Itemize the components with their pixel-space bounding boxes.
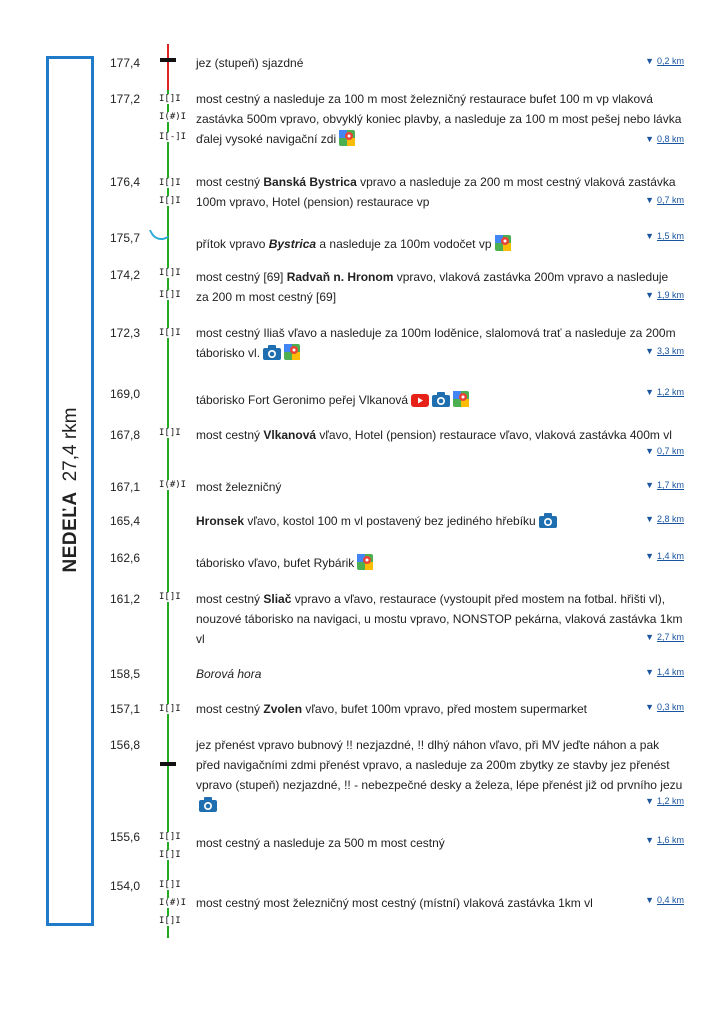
river-km: 176,4	[110, 175, 141, 189]
description-text: most cestný most železničný most cestný (místní) vlaková zastávka 1km vl	[196, 896, 593, 910]
distance-link[interactable]	[645, 551, 684, 561]
entry-description	[196, 833, 684, 853]
river-km: 157,1	[110, 702, 141, 716]
bridge-symbol: I[]I	[159, 592, 181, 602]
distance-text: 1,7 km	[656, 480, 684, 490]
day-name: NEDEĽA	[60, 491, 81, 573]
triangle-down-icon: ▼	[645, 480, 654, 490]
distance-text: 1,2 km	[656, 796, 684, 806]
description-text: most cestný [69]	[196, 270, 287, 284]
triangle-down-icon: ▼	[645, 702, 654, 712]
youtube-icon[interactable]	[411, 393, 429, 413]
triangle-down-icon: ▼	[645, 551, 654, 561]
day-length: 27,4 rkm	[60, 407, 81, 482]
triangle-down-icon: ▼	[645, 514, 654, 524]
entry-description	[196, 477, 684, 497]
bridge-symbol: I[]I	[159, 94, 181, 104]
bridge-symbol: I[]I	[159, 268, 181, 278]
place-name: Sliač	[263, 592, 292, 606]
river-km: 167,1	[110, 480, 141, 494]
description-text: most cestný	[196, 428, 264, 442]
distance-text: 1,2 km	[656, 387, 684, 397]
distance-text: 2,7 km	[656, 632, 684, 642]
triangle-down-icon: ▼	[645, 290, 654, 300]
map-pin-icon[interactable]	[453, 391, 469, 413]
bridge-symbol: I[]I	[159, 290, 181, 300]
entry-description	[196, 893, 684, 913]
distance-text: 1,9 km	[656, 290, 684, 300]
railway-bridge-symbol: I(#)I	[159, 480, 187, 490]
river-km: 172,3	[110, 326, 141, 340]
distance-link[interactable]	[645, 667, 684, 677]
description-text: most cestný a nasleduje za 100 m most železničný restaurace bufet 100 m vp vlaková zastávka 500m vpravo, obvyklý koniec plavby, a nasleduje za 100 m most pešej nebo lávka ďalej vysoké navigační zdi	[196, 92, 682, 146]
triangle-down-icon: ▼	[645, 796, 654, 806]
description-text: vpravo, vlaková zastávka 200m vpravo a nasleduje za 200 m most cestný [69]	[196, 270, 669, 304]
triangle-down-icon: ▼	[645, 195, 654, 205]
distance-text: 0,7 km	[656, 446, 684, 456]
entry-description	[196, 267, 684, 307]
entry-description	[196, 511, 684, 534]
entry-description	[196, 735, 684, 818]
bridge-symbol: I[]I	[159, 196, 181, 206]
river-km: 155,6	[110, 830, 141, 844]
tributary-name: Bystrica	[268, 237, 317, 251]
camera-icon[interactable]	[432, 392, 450, 413]
place-name: Banská Bystrica	[263, 175, 357, 189]
distance-text: 1,4 km	[656, 667, 684, 677]
map-pin-icon[interactable]	[495, 235, 511, 257]
description-text: most cestný	[196, 592, 264, 606]
description-text: vľavo, kostol 100 m vl postavený bez jediného hřebíku	[244, 514, 536, 528]
place-name: Vlkanová	[263, 428, 317, 442]
distance-link[interactable]	[645, 134, 684, 144]
weir-marker	[160, 58, 176, 62]
camera-icon[interactable]	[539, 513, 557, 534]
map-pin-icon[interactable]	[284, 344, 300, 366]
river-km: 167,8	[110, 428, 141, 442]
description-text: most cestný a nasleduje za 500 m most cestný	[196, 836, 445, 850]
railway-bridge-symbol: I(#)I	[159, 112, 187, 122]
entry-description	[196, 390, 684, 413]
distance-link[interactable]	[645, 290, 684, 300]
description-text: vpravo a vľavo, restaurace (vystoupit před mostem na fotbal. hřišti vl), nouzové táborisko na navigaci, u mostu vpravo, NONSTOP pekárna, vlaková zastávka 1km vl	[196, 592, 683, 646]
map-pin-icon[interactable]	[357, 554, 373, 576]
triangle-down-icon: ▼	[645, 56, 654, 66]
place-name: Zvolen	[263, 702, 303, 716]
distance-link[interactable]	[645, 346, 684, 356]
place-name: Radvaň n. Hronom	[286, 270, 394, 284]
river-km: 169,0	[110, 387, 141, 401]
weir-marker	[160, 762, 176, 766]
description-text: most cestný	[196, 175, 264, 189]
bridge-symbol: I[]I	[159, 880, 181, 890]
triangle-down-icon: ▼	[645, 446, 654, 456]
distance-link[interactable]	[645, 796, 684, 806]
river-km: 158,5	[110, 667, 141, 681]
triangle-down-icon: ▼	[645, 667, 654, 677]
distance-text: 1,6 km	[656, 835, 684, 845]
place-name: Hronsek	[196, 514, 245, 528]
triangle-down-icon: ▼	[645, 835, 654, 845]
distance-text: 1,4 km	[656, 551, 684, 561]
river-km: 174,2	[110, 268, 141, 282]
distance-text: 3,3 km	[656, 346, 684, 356]
distance-text: 0,8 km	[656, 134, 684, 144]
map-pin-icon[interactable]	[339, 130, 355, 152]
distance-text: 0,7 km	[656, 195, 684, 205]
distance-link[interactable]	[645, 895, 684, 905]
bridge-symbol: I[]I	[159, 428, 181, 438]
distance-link[interactable]	[645, 632, 684, 642]
triangle-down-icon: ▼	[645, 346, 654, 356]
description-text: jez (stupeň) sjazdné	[196, 56, 304, 70]
river-km: 177,2	[110, 92, 141, 106]
description-text: a nasleduje za 100m vodočet vp	[316, 237, 492, 251]
camera-icon[interactable]	[263, 345, 281, 366]
description-text: táborisko vľavo, bufet Rybárik	[196, 556, 355, 570]
distance-link[interactable]	[645, 446, 684, 456]
distance-link[interactable]	[645, 195, 684, 205]
triangle-down-icon: ▼	[645, 231, 654, 241]
river-km: 175,7	[110, 231, 141, 245]
distance-link[interactable]	[645, 387, 684, 397]
distance-link[interactable]	[645, 56, 684, 66]
description-text: vpravo a nasleduje za 200 m most cestný vlaková zastávka 100m vpravo, Hotel (pension) restaurace vp	[196, 175, 676, 209]
entry-description	[196, 323, 684, 366]
camera-icon[interactable]	[199, 797, 217, 818]
footbridge-symbol: I[-]I	[159, 132, 187, 142]
entry-description	[196, 699, 684, 719]
entry-description	[196, 589, 684, 649]
river-km: 156,8	[110, 738, 141, 752]
river-line	[167, 90, 169, 938]
description-text: most železničný	[196, 480, 282, 494]
entry-description	[196, 425, 684, 445]
river-km: 177,4	[110, 56, 141, 70]
distance-link[interactable]	[645, 702, 684, 712]
description-text: vľavo, bufet 100m vpravo, před mostem supermarket	[302, 702, 587, 716]
bridge-symbol: I[]I	[159, 178, 181, 188]
distance-link[interactable]	[645, 514, 684, 524]
railway-bridge-symbol: I(#)I	[159, 898, 187, 908]
bridge-symbol: I[]I	[159, 916, 181, 926]
place-name: Borová hora	[196, 667, 262, 681]
distance-link[interactable]	[645, 835, 684, 845]
bridge-symbol: I[]I	[159, 832, 181, 842]
day-title	[60, 407, 82, 572]
bridge-symbol: I[]I	[159, 850, 181, 860]
river-km: 161,2	[110, 592, 141, 606]
entry-description	[196, 53, 684, 73]
river-line-start	[167, 44, 169, 90]
description-text: vľavo, Hotel (pension) restaurace vľavo, vlaková zastávka 400m vl	[316, 428, 672, 442]
river-km: 154,0	[110, 879, 141, 893]
bridge-symbol: I[]I	[159, 328, 181, 338]
description-text: most cestný	[196, 702, 264, 716]
description-text: táborisko Fort Geronimo peřej Vlkanová	[196, 393, 409, 407]
triangle-down-icon: ▼	[645, 895, 654, 905]
entry-description	[196, 172, 684, 212]
river-km: 165,4	[110, 514, 141, 528]
distance-link[interactable]	[645, 480, 684, 490]
distance-text: 1,5 km	[656, 231, 684, 241]
bridge-symbol: I[]I	[159, 704, 181, 714]
entry-description	[196, 664, 684, 684]
triangle-down-icon: ▼	[645, 387, 654, 397]
entry-description	[196, 553, 684, 576]
distance-text: 0,2 km	[656, 56, 684, 66]
entry-description	[196, 234, 684, 257]
distance-text: 2,8 km	[656, 514, 684, 524]
description-text: jez přenést vpravo bubnový !! nezjazdné, !! dlhý náhon vľavo, při MV jeďte náhon a pak před navigačními zdmi přenést vpravo, a nasleduje za 200m zbytky ze stavby jez přenést vpravo (stupeň) nezjazdné, !! - nebezpečné desky a železa, lépe přenést již od prvního jezu	[196, 738, 683, 792]
triangle-down-icon: ▼	[645, 632, 654, 642]
distance-text: 0,3 km	[656, 702, 684, 712]
description-text: přítok vpravo	[196, 237, 269, 251]
description-text: most cestný Iliaš vľavo a nasleduje za 100m loděnice, slalomová trať a nasleduje za 200m táborisko vl.	[196, 326, 676, 360]
river-km: 162,6	[110, 551, 141, 565]
distance-text: 0,4 km	[656, 895, 684, 905]
distance-link[interactable]	[645, 231, 684, 241]
triangle-down-icon: ▼	[645, 134, 654, 144]
entry-description	[196, 89, 684, 152]
